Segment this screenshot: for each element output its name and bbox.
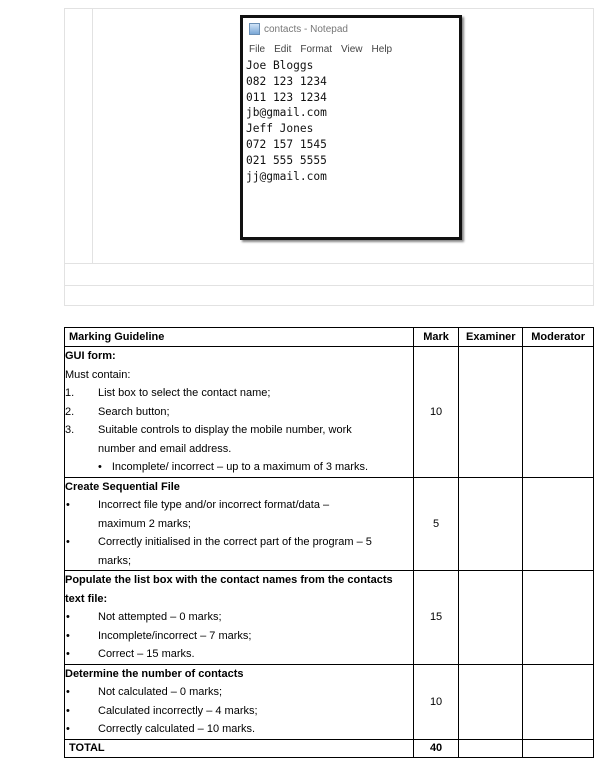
notepad-titlebar <box>243 18 459 40</box>
total-mark: 40 <box>413 739 459 757</box>
file-item <box>65 496 413 515</box>
menu-edit[interactable]: Edit <box>274 43 292 55</box>
gui-sub-bullet <box>65 458 413 477</box>
menu-help[interactable]: Help <box>371 43 393 55</box>
count-row <box>65 664 594 739</box>
item-text: Calculated incorrectly – 4 marks; <box>98 704 258 717</box>
text-line: 021 555 5555 <box>246 153 327 167</box>
count-mark: 10 <box>413 664 459 739</box>
item-text: Not calculated – 0 marks; <box>98 686 223 699</box>
gui-row <box>65 347 594 478</box>
text-line: jb@gmail.com <box>246 106 327 120</box>
moderator-cell[interactable] <box>523 664 594 739</box>
populate-item <box>65 608 413 627</box>
text-line: 082 123 1234 <box>246 74 327 88</box>
file-item-continuation: maximum 2 marks; <box>98 517 191 530</box>
item-text: Incorrect file type and/or incorrect format/data – <box>98 499 330 512</box>
notepad-menubar <box>243 40 459 58</box>
bullet-icon: • <box>98 461 102 474</box>
total-label: TOTAL <box>65 739 414 757</box>
populate-section <box>65 571 414 665</box>
item-number: 1. <box>65 387 75 400</box>
bullet-icon: • <box>66 648 70 661</box>
examiner-cell[interactable] <box>459 739 523 757</box>
text-line: 011 123 1234 <box>246 90 327 104</box>
item-text: Search button; <box>98 405 170 418</box>
count-heading: Determine the number of contacts <box>65 667 244 680</box>
populate-item <box>65 645 413 664</box>
gui-intro: Must contain: <box>65 368 131 381</box>
populate-heading-continuation: text file: <box>65 592 108 605</box>
populate-heading: Populate the list box with the contact names from the contacts <box>65 574 393 587</box>
gui-item <box>65 403 413 422</box>
populate-item <box>65 627 413 646</box>
item-text: Not attempted – 0 marks; <box>98 611 222 624</box>
file-heading: Create Sequential File <box>65 480 180 493</box>
gui-item-continuation: number and email address. <box>98 442 232 455</box>
notepad-title: contacts - Notepad <box>264 23 348 35</box>
bullet-icon: • <box>66 499 70 512</box>
bullet-icon: • <box>66 686 70 699</box>
item-text: Correct – 15 marks. <box>98 648 195 661</box>
examiner-cell[interactable] <box>459 664 523 739</box>
count-item <box>65 683 413 702</box>
empty-row <box>64 286 594 306</box>
item-text: Correctly calculated – 10 marks. <box>98 723 256 736</box>
moderator-cell[interactable] <box>523 347 594 478</box>
notepad-icon <box>249 23 260 35</box>
examiner-cell[interactable] <box>459 571 523 665</box>
notepad-window <box>240 15 462 240</box>
file-item <box>65 533 413 552</box>
cell-divider <box>92 8 93 264</box>
gui-heading: GUI form: <box>65 350 116 363</box>
header-mark: Mark <box>413 328 459 347</box>
examiner-cell[interactable] <box>459 347 523 478</box>
text-line: 072 157 1545 <box>246 137 327 151</box>
text-line: Jeff Jones <box>246 122 314 136</box>
total-row <box>65 739 594 757</box>
populate-mark: 15 <box>413 571 459 665</box>
bullet-icon: • <box>66 629 70 642</box>
item-text: Suitable controls to display the mobile number, work <box>98 424 352 437</box>
file-mark: 5 <box>413 477 459 571</box>
moderator-cell[interactable] <box>523 477 594 571</box>
file-item-continuation: marks; <box>98 554 131 567</box>
gui-section <box>65 347 414 478</box>
file-row <box>65 477 594 571</box>
sub-text: Incomplete/ incorrect – up to a maximum of 3 marks. <box>111 461 369 474</box>
file-section <box>65 477 414 571</box>
bullet-icon: • <box>66 611 70 624</box>
header-examiner: Examiner <box>459 328 523 347</box>
header-guideline: Marking Guideline <box>65 328 414 347</box>
item-number: 2. <box>65 405 75 418</box>
count-item <box>65 702 413 721</box>
bullet-icon: • <box>66 536 70 549</box>
notepad-text[interactable] <box>243 58 459 184</box>
gui-item <box>65 384 413 403</box>
menu-view[interactable]: View <box>341 43 363 55</box>
empty-row <box>64 264 594 286</box>
populate-row <box>65 571 594 665</box>
gui-mark: 10 <box>413 347 459 478</box>
moderator-cell[interactable] <box>523 571 594 665</box>
examiner-cell[interactable] <box>459 477 523 571</box>
menu-format[interactable]: Format <box>300 43 333 55</box>
item-text: Correctly initialised in the correct part of the program – 5 <box>98 536 372 549</box>
bullet-icon: • <box>66 704 70 717</box>
gui-item <box>65 421 413 440</box>
item-number: 3. <box>65 424 75 437</box>
text-line: Joe Bloggs <box>246 59 314 72</box>
header-row <box>65 328 594 347</box>
count-section <box>65 664 414 739</box>
moderator-cell[interactable] <box>523 739 594 757</box>
item-text: List box to select the contact name; <box>98 387 271 400</box>
menu-file[interactable]: File <box>249 43 266 55</box>
header-moderator: Moderator <box>523 328 594 347</box>
bullet-icon: • <box>66 723 70 736</box>
item-text: Incomplete/incorrect – 7 marks; <box>98 629 252 642</box>
count-item <box>65 720 413 739</box>
text-line: jj@gmail.com <box>246 169 327 183</box>
marking-guideline-table <box>64 327 594 758</box>
